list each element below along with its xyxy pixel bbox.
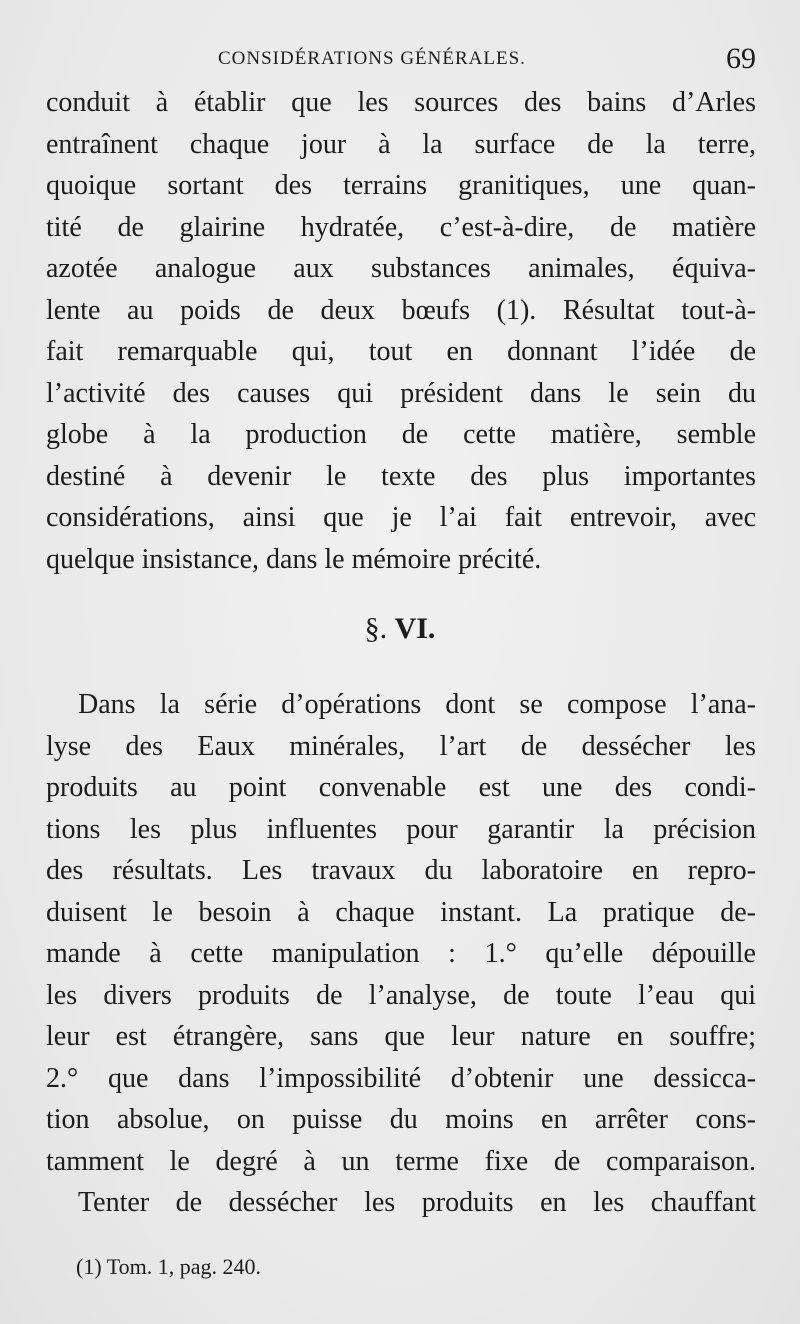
- text-line: produits au point convenable est une des condi-: [46, 772, 756, 803]
- text-line: quoique sortant des terrains granitiques, une quan-: [46, 170, 756, 201]
- text-line: les divers produits de l’analyse, de toute l’eau qui: [46, 979, 756, 1011]
- section-number: VI.: [394, 612, 436, 645]
- paragraph-1: [46, 82, 756, 580]
- text-line: tité de glairine hydratée, c’est-à-dire, de matière: [46, 211, 756, 243]
- text-line: lente au poids de deux bœufs (1). Résultat tout-à-: [46, 294, 756, 326]
- text-line: des résultats. Les travaux du laboratoire en repro-: [46, 855, 756, 886]
- text-line: lyse des Eaux minérales, l’art de dessécher les: [46, 730, 756, 762]
- text-line: Tenter de dessécher les produits en les chauffant: [78, 1187, 756, 1218]
- text-line: conduit à établir que les sources des bains d’Arles: [46, 87, 756, 118]
- text-line: l’activité des causes qui président dans le sein du: [46, 377, 756, 409]
- text-line: tamment le degré à un terme fixe de comparaison.: [46, 1145, 756, 1177]
- text-line: tion absolue, on puisse du moins en arrêter cons-: [46, 1104, 756, 1135]
- section-heading: [0, 612, 800, 646]
- text-line: leur est étrangère, sans que leur nature en souffre;: [46, 1021, 756, 1052]
- text-line: destiné à devenir le texte des plus importantes: [46, 460, 756, 492]
- page-number: 69: [726, 42, 756, 75]
- text-line: quelque insistance, dans le mémoire précité.: [46, 543, 542, 575]
- text-line: entraînent chaque jour à la surface de la terre,: [46, 128, 756, 160]
- text-line: 2.° que dans l’impossibilité d’obtenir une dessicca-: [46, 1062, 756, 1094]
- text-line: azotée analogue aux substances animales, équiva-: [46, 253, 756, 284]
- footnote: (1) Tom. 1, pag. 240.: [76, 1254, 262, 1279]
- running-head: CONSIDÉRATIONS GÉNÉRALES.: [218, 48, 526, 69]
- text-line: duisent le besoin à chaque instant. La pratique de-: [46, 896, 756, 928]
- section-prefix: §.: [364, 612, 388, 645]
- text-line: Dans la série d’opérations dont se compose l’ana-: [78, 689, 756, 720]
- text-line: tions les plus influentes pour garantir la précision: [46, 813, 756, 845]
- page-header: [0, 42, 800, 82]
- paragraph-2: [46, 684, 756, 1224]
- text-line: considérations, ainsi que je l’ai fait entrevoir, avec: [46, 502, 756, 533]
- text-line: globe à la production de cette matière, semble: [46, 419, 756, 450]
- text-line: fait remarquable qui, tout en donnant l’idée de: [46, 336, 756, 367]
- text-line: mande à cette manipulation : 1.° qu’elle dépouille: [46, 938, 756, 969]
